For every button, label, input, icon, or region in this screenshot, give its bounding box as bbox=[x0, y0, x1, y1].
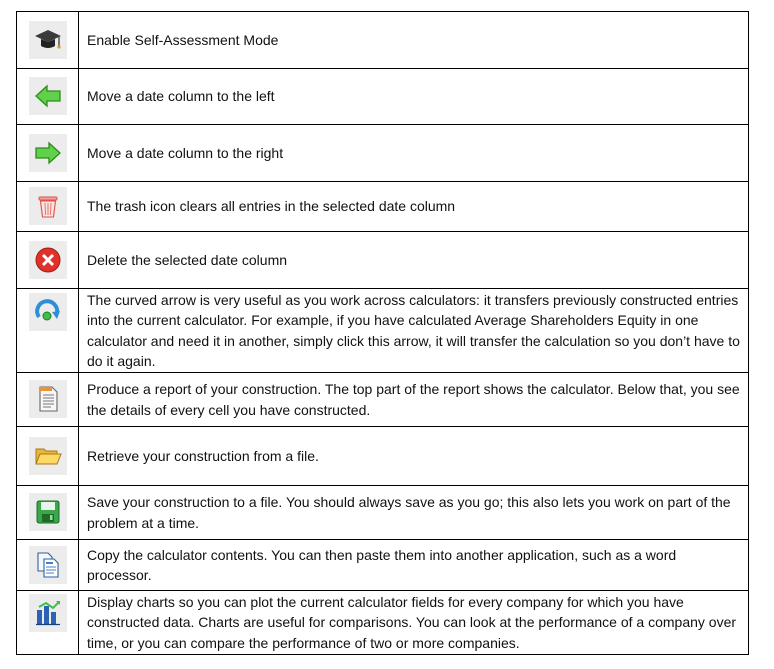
row-description: Copy the calculator contents. You can then paste them into another application, such as a word processor. bbox=[79, 540, 749, 591]
save-disk-icon bbox=[29, 493, 67, 531]
icon-cell bbox=[17, 12, 79, 69]
table-row bbox=[17, 289, 749, 373]
row-description: Move a date column to the left bbox=[79, 69, 749, 125]
report-icon bbox=[29, 380, 67, 418]
chart-icon bbox=[29, 594, 67, 632]
row-description: The trash icon clears all entries in the selected date column bbox=[79, 182, 749, 232]
open-folder-icon bbox=[29, 437, 67, 475]
row-description: Display charts so you can plot the current calculator fields for every company for which you have constructed data. Charts are useful for comparisons. You can look at the performance of a company over time, or you can compare the performance of two or more companies. bbox=[79, 591, 749, 655]
table-row bbox=[17, 69, 749, 125]
table-row bbox=[17, 486, 749, 540]
arrow-left-icon bbox=[29, 77, 67, 115]
icon-legend-table bbox=[16, 11, 749, 655]
table-row bbox=[17, 232, 749, 289]
table-row bbox=[17, 182, 749, 232]
arrow-right-icon bbox=[29, 134, 67, 172]
row-description: Produce a report of your construction. The top part of the report shows the calculator. Below that, you see the details of every cell you have constructed. bbox=[79, 373, 749, 427]
row-description: Move a date column to the right bbox=[79, 125, 749, 182]
table-row bbox=[17, 427, 749, 486]
icon-cell bbox=[17, 427, 79, 486]
graduation-cap-icon bbox=[29, 21, 67, 59]
row-description: Save your construction to a file. You should always save as you go; this also lets you work on part of the problem at a time. bbox=[79, 486, 749, 540]
table-row bbox=[17, 591, 749, 655]
row-description: Enable Self-Assessment Mode bbox=[79, 12, 749, 69]
icon-cell bbox=[17, 373, 79, 427]
row-description: Delete the selected date column bbox=[79, 232, 749, 289]
row-description: Retrieve your construction from a file. bbox=[79, 427, 749, 486]
icon-cell bbox=[17, 289, 79, 373]
trash-icon bbox=[29, 187, 67, 225]
curved-arrow-icon bbox=[29, 293, 67, 331]
delete-circle-icon bbox=[29, 241, 67, 279]
icon-cell bbox=[17, 591, 79, 655]
icon-cell bbox=[17, 486, 79, 540]
copy-icon bbox=[29, 546, 67, 584]
icon-cell bbox=[17, 232, 79, 289]
table-row bbox=[17, 540, 749, 591]
icon-cell bbox=[17, 69, 79, 125]
icon-cell bbox=[17, 125, 79, 182]
table-row bbox=[17, 12, 749, 69]
table-row bbox=[17, 373, 749, 427]
icon-cell bbox=[17, 540, 79, 591]
icon-cell bbox=[17, 182, 79, 232]
row-description: The curved arrow is very useful as you work across calculators: it transfers previously constructed entries into the current calculator. For example, if you have calculated Average Shareholders Equity in one calculator and need it in another, simply click this arrow, it will transfer the calculation so you don’t have to do it again. bbox=[79, 289, 749, 373]
table-row bbox=[17, 125, 749, 182]
